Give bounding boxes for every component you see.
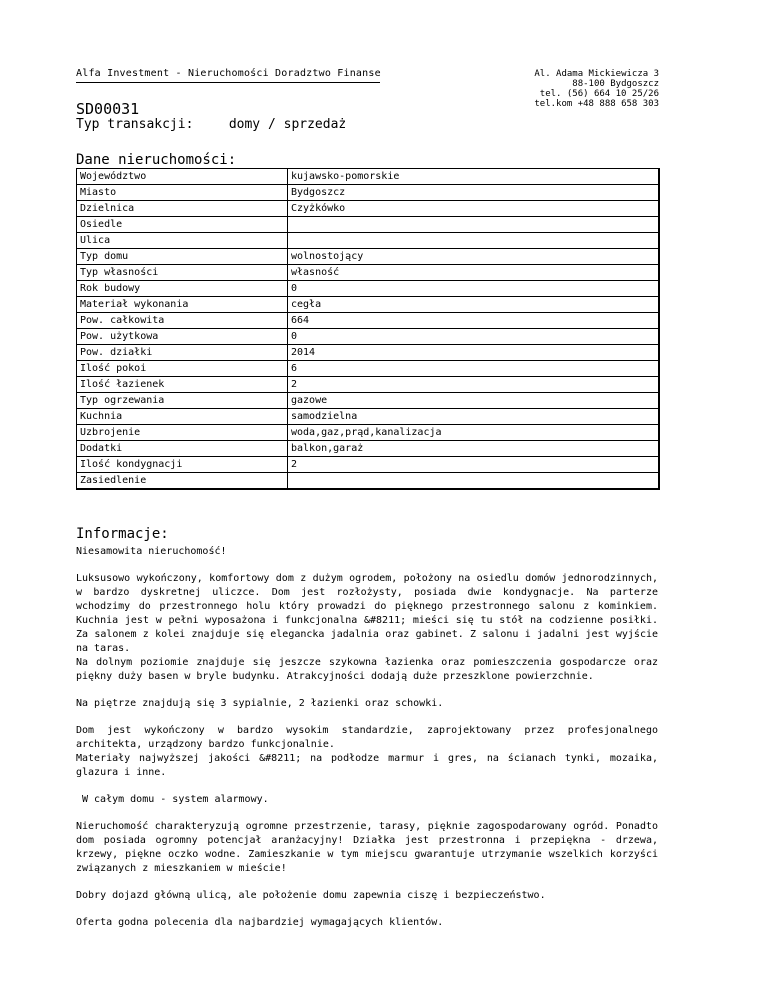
table-row: [77, 249, 660, 265]
table-row: [77, 441, 660, 457]
property-label: Pow. użytkowa: [77, 329, 288, 345]
address-street: Al. Adama Mickiewicza 3: [534, 69, 659, 79]
transaction-label: Typ transakcji:: [76, 117, 194, 132]
company-name: Alfa Investment - Nieruchomości Doradztwo Finanse: [76, 68, 380, 83]
property-label: Ulica: [77, 233, 288, 249]
property-label: Typ własności: [77, 265, 288, 281]
property-label: Pow. działki: [77, 345, 288, 361]
description-paragraph: Dobry dojazd główną ulicą, ale położenie domu zapewnia ciszę i bezpieczeństwo.: [76, 890, 546, 901]
property-value: samodzielna: [288, 409, 660, 425]
property-value: gazowe: [288, 393, 660, 409]
property-value: 2014: [288, 345, 660, 361]
property-label: Zasiedlenie: [77, 473, 288, 490]
property-label: Dodatki: [77, 441, 288, 457]
property-value: 664: [288, 313, 660, 329]
table-row: [77, 329, 660, 345]
description-paragraph: Luksusowo wykończony, komfortowy dom z dużym ogrodem, położony na osiedlu domów jednorodzinnych, w bardzo dyskretnej uliczce. Dom jest rozłożysty, posiada dwie kondygnacje. Na parterze wchodzimy do przestronnego holu który prowadzi do pięknego przestronnego salonu z kominkiem. Kuchnia jest w pełni wyposażona i funkcjonalna &#8211; mieści się tu stół na codzienne posiłki. Za salonem z kolei znajduje się elegancka jadalnia oraz gabinet. Z salonu i jadalni jest wyjście na taras.: [76, 573, 658, 654]
table-row: [77, 361, 660, 377]
property-value: 0: [288, 281, 660, 297]
table-row: [77, 201, 660, 217]
property-label: Pow. całkowita: [77, 313, 288, 329]
property-label: Dzielnica: [77, 201, 288, 217]
property-value: kujawsko-pomorskie: [288, 169, 660, 185]
table-row: [77, 169, 660, 185]
address-mobile: tel.kom +48 888 658 303: [534, 99, 659, 109]
transaction-value: domy / sprzedaż: [228, 117, 347, 132]
table-row: [77, 281, 660, 297]
table-row: [77, 409, 660, 425]
table-row: [77, 345, 660, 361]
table-row: [77, 313, 660, 329]
transaction-type: [76, 117, 346, 132]
property-label: Osiedle: [77, 217, 288, 233]
property-value: woda,gaz,prąd,kanalizacja: [288, 425, 660, 441]
description-paragraph: Materiały najwyższej jakości &#8211; na podłodze marmur i gres, na ścianach tynki, mozaika, glazura i inne.: [76, 753, 658, 778]
description-paragraph: Na piętrze znajdują się 3 sypialnie, 2 łazienki oraz schowki.: [76, 698, 444, 709]
agency-address: [419, 69, 659, 109]
property-value: cegła: [288, 297, 660, 313]
property-label: Ilość kondygnacji: [77, 457, 288, 473]
address-phone: tel. (56) 664 10 25/26: [539, 89, 659, 99]
address-city: 88-100 Bydgoszcz: [572, 79, 659, 89]
property-value: [288, 233, 660, 249]
property-label: Województwo: [77, 169, 288, 185]
table-row: [77, 297, 660, 313]
table-row: [77, 233, 660, 249]
property-value: Bydgoszcz: [288, 185, 660, 201]
table-row: [77, 425, 660, 441]
description: [76, 545, 658, 930]
property-value: [288, 473, 660, 490]
listing-reference-id: SD00031: [76, 100, 140, 118]
description-paragraph: Dom jest wykończony w bardzo wysokim standardzie, zaprojektowany przez profesjonalnego architekta, urządzony bardzo funkcjonalnie.: [76, 725, 658, 750]
info-section-title: Informacje:: [76, 526, 169, 542]
property-label: Typ domu: [77, 249, 288, 265]
property-label: Uzbrojenie: [77, 425, 288, 441]
property-details-table: [76, 168, 660, 490]
table-row: [77, 265, 660, 281]
table-row: [77, 185, 660, 201]
property-label: Ilość pokoi: [77, 361, 288, 377]
description-headline: Niesamowita nieruchomość!: [76, 546, 227, 557]
property-value: wolnostojący: [288, 249, 660, 265]
property-label: Materiał wykonania: [77, 297, 288, 313]
property-label: Ilość łazienek: [77, 377, 288, 393]
description-paragraph: W całym domu - system alarmowy.: [82, 794, 269, 805]
property-value: 2: [288, 457, 660, 473]
table-row: [77, 393, 660, 409]
table-row: [77, 457, 660, 473]
property-value: Czyżkówko: [288, 201, 660, 217]
description-paragraph: Na dolnym poziomie znajduje się jeszcze szykowna łazienka oraz pomieszczenia gospodarcze oraz piękny duży basen w bryle budynku. Atrakcyjności dodają duże przeszklone powierzchnie.: [76, 657, 658, 682]
property-value: [288, 217, 660, 233]
property-value: 2: [288, 377, 660, 393]
property-value: 6: [288, 361, 660, 377]
property-label: Miasto: [77, 185, 288, 201]
property-value: 0: [288, 329, 660, 345]
property-value: balkon,garaż: [288, 441, 660, 457]
property-label: Typ ogrzewania: [77, 393, 288, 409]
property-value: własność: [288, 265, 660, 281]
table-row: [77, 377, 660, 393]
description-paragraph: Oferta godna polecenia dla najbardziej wymagających klientów.: [76, 917, 444, 928]
description-paragraph: Nieruchomość charakteryzują ogromne przestrzenie, tarasy, pięknie zagospodarowany ogród. Ponadto dom posiada ogromny potencjał aranżacyjny! Działka jest przestronna i przepiękna - drzewa, krzewy, piękne oczko wodne. Zamieszkanie w tym miejscu gwarantuje utrzymanie wszelkich korzyści związanych z mieszkaniem w mieście!: [76, 821, 658, 874]
property-section-title: Dane nieruchomości:: [76, 152, 237, 168]
property-label: Rok budowy: [77, 281, 288, 297]
header-left: [76, 68, 380, 118]
table-row: [77, 217, 660, 233]
table-row: [77, 473, 660, 490]
property-label: Kuchnia: [77, 409, 288, 425]
